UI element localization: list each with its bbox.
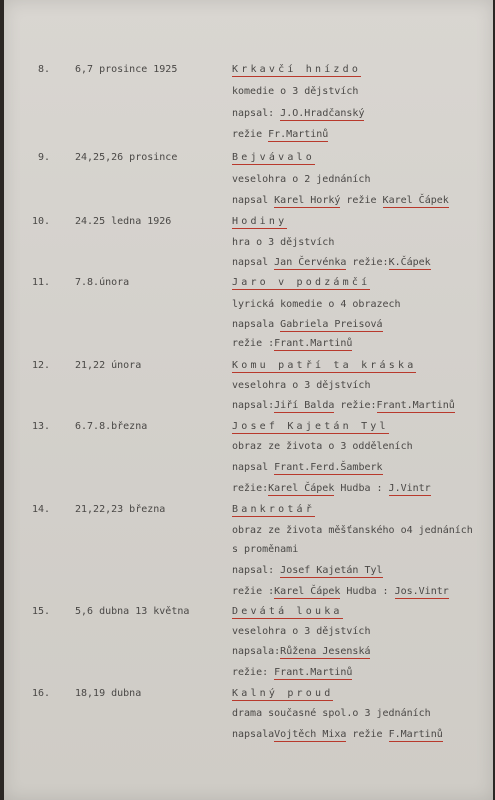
author-name: Vojtěch Mixa <box>274 729 347 740</box>
entry-number: 11. <box>31 277 50 288</box>
genre-line: veselohra o 3 dějstvích <box>232 626 371 637</box>
play-title: Hodiny <box>232 216 288 227</box>
author-line <box>232 565 383 577</box>
entry-date: 7.8.února <box>75 277 130 288</box>
entry-date: 5,6 dubna 13 května <box>75 606 190 617</box>
genre-line: hra o 3 dějstvích <box>232 237 335 248</box>
credits-line <box>232 400 455 412</box>
author-name: Karel Horký <box>274 195 341 206</box>
director-label: režie: <box>232 667 275 678</box>
author-label: napsala <box>232 319 281 330</box>
play-title: Devátá louka <box>232 606 343 617</box>
play-title: Josef Kajetán Tyl <box>232 421 389 432</box>
director-line <box>232 338 352 350</box>
director-label: režie: <box>334 400 377 411</box>
entry-number: 8. <box>37 64 50 75</box>
entry-number: 9. <box>37 152 50 163</box>
genre-line: veselohra o 3 dějstvích <box>232 380 371 391</box>
director-label: režie : <box>232 586 275 597</box>
director-line <box>232 129 328 141</box>
author-label: napsala <box>232 729 275 740</box>
entry-number: 13. <box>31 421 50 432</box>
director-name: Karel Čápek <box>268 483 335 494</box>
music-label: Hudba : <box>334 483 389 494</box>
play-title-line <box>232 606 343 618</box>
entry-number: 10. <box>31 216 50 227</box>
music-label: Hudba : <box>340 586 395 597</box>
author-line <box>232 319 383 331</box>
genre-line: obraz ze života o 3 odděleních <box>232 441 413 452</box>
credits-line <box>232 257 431 269</box>
author-line <box>232 646 370 658</box>
director-label: režie <box>346 729 389 740</box>
author-name: Růžena Jesenská <box>280 646 371 657</box>
author-name: Frant.Ferd.Šamberk <box>274 462 383 473</box>
music-name: J.Vintr <box>388 483 431 494</box>
entry-date: 6,7 prosince 1925 <box>75 64 178 75</box>
play-title-line <box>232 421 389 433</box>
entry-date: 21,22 února <box>75 360 142 371</box>
author-name: Gabriela Preisová <box>280 319 383 330</box>
genre-line: komedie o 3 dějstvích <box>232 86 359 97</box>
director-label: režie <box>232 129 269 140</box>
entry-date: 21,22,23 března <box>75 504 166 515</box>
music-name: Jos.Vintr <box>394 586 449 597</box>
director-label: režie : <box>232 338 275 349</box>
director-label: režie <box>340 195 383 206</box>
director-line <box>232 586 449 598</box>
author-line <box>232 462 383 474</box>
play-title-line <box>232 216 287 228</box>
director-line <box>232 667 352 679</box>
play-title-line <box>232 688 333 700</box>
director-name: Frant.Martinů <box>376 400 455 411</box>
author-label: napsal <box>232 195 275 206</box>
director-name: Karel Čápek <box>274 586 341 597</box>
play-title: Jaro v podzámčí <box>232 277 371 288</box>
entry-date: 18,19 dubna <box>75 688 142 699</box>
author-name: Josef Kajetán Tyl <box>280 565 383 576</box>
author-label: napsal: <box>232 108 281 119</box>
director-name: F.Martinů <box>388 729 443 740</box>
director-name: Fr.Martinů <box>268 129 329 140</box>
author-label: napsal <box>232 257 275 268</box>
entry-date: 24,25,26 prosince <box>75 152 178 163</box>
director-name: Karel Čápek <box>382 195 449 206</box>
entry-number: 14. <box>31 504 50 515</box>
play-title-line <box>232 277 370 289</box>
author-label: napsal <box>232 462 275 473</box>
play-title-line <box>232 152 315 164</box>
author-line <box>232 108 364 120</box>
genre-line: drama současné spol.o 3 jednáních <box>232 708 431 719</box>
entry-date: 6.7.8.března <box>75 421 148 432</box>
genre-line: veselohra o 2 jednáních <box>232 174 371 185</box>
director-line <box>232 483 431 495</box>
genre-line: lyrická komedie o 4 obrazech <box>232 299 401 310</box>
play-title: Kalný proud <box>232 688 334 699</box>
author-name: Jiří Balda <box>274 400 335 411</box>
play-title-line <box>232 504 315 516</box>
play-title: Krkavčí hnízdo <box>232 64 362 75</box>
director-label: režie: <box>232 483 269 494</box>
credits-line <box>232 195 449 207</box>
entry-number: 12. <box>31 360 50 371</box>
entry-number: 15. <box>31 606 50 617</box>
director-name: Frant.Martinů <box>274 667 353 678</box>
play-title: Komu patří ta kráska <box>232 360 417 371</box>
author-name: J.O.Hradčanský <box>280 108 365 119</box>
play-title: Bankrotář <box>232 504 315 515</box>
play-title-line <box>232 360 416 372</box>
director-name: K.Čápek <box>388 257 431 268</box>
author-label: napsal: <box>232 400 275 411</box>
author-label: napsal: <box>232 565 281 576</box>
author-name: Jan Červénka <box>274 257 347 268</box>
director-label: režie: <box>346 257 389 268</box>
genre-line-2: s proměnami <box>232 544 299 555</box>
genre-line: obraz ze života měšťanského o4 jednáních <box>232 525 473 536</box>
play-title: Bejvávalo <box>232 152 315 163</box>
author-label: napsala: <box>232 646 281 657</box>
credits-line <box>232 729 443 741</box>
entry-date: 24.25 ledna 1926 <box>75 216 172 227</box>
director-name: Frant.Martinů <box>274 338 353 349</box>
entry-number: 16. <box>31 688 50 699</box>
typewritten-page <box>4 0 493 800</box>
play-title-line <box>232 64 361 76</box>
